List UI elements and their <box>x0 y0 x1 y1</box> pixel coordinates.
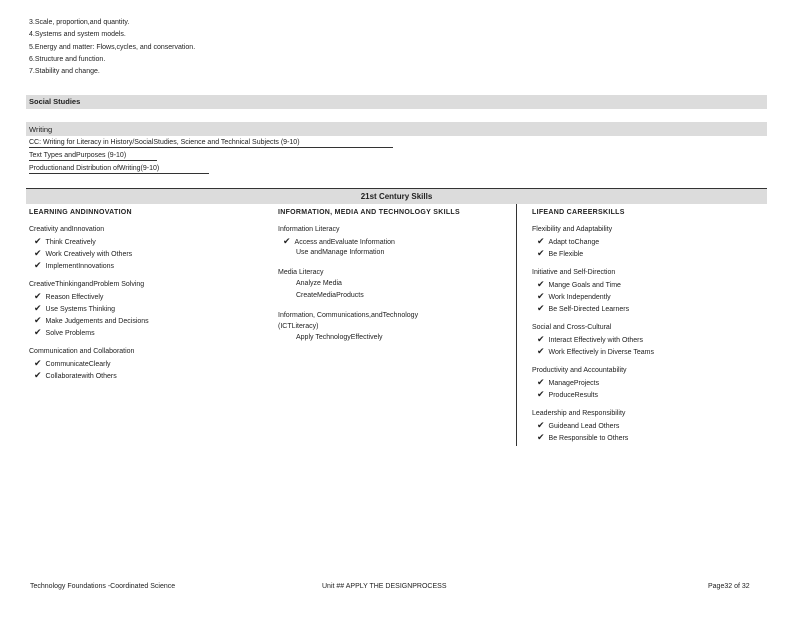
skill-item-label: Reason Effectively <box>45 294 104 301</box>
skill-item <box>29 369 269 381</box>
skill-group-title: CreativeThinkingandProblem Solving <box>29 281 145 288</box>
skill-item <box>278 235 513 247</box>
skill-group-title: Initiative and Self-Direction <box>532 269 616 276</box>
checkmark-icon: ✔ <box>34 291 42 301</box>
skill-item <box>532 376 762 388</box>
footer-left: Technology Foundations -Coordinated Science <box>30 583 176 590</box>
list-item: 3.Scale, proportion,and quantity. <box>29 19 130 26</box>
skills-column-learning <box>29 209 269 381</box>
skill-group <box>532 322 762 357</box>
checkmark-icon: ✔ <box>537 291 545 301</box>
skill-item-label: Access andEvaluate Information <box>294 239 395 246</box>
skill-item-label: Solve Problems <box>45 330 95 337</box>
skill-item <box>29 357 269 369</box>
writing-link-text-types[interactable]: Text Types andPurposes (9-10) <box>29 151 157 161</box>
skill-group-title: Social and Cross-Cultural <box>532 324 612 331</box>
skill-item-label: Be Flexible <box>548 251 584 258</box>
skill-item <box>29 302 269 314</box>
column-heading: LIFEAND CAREERSKILLS <box>532 209 625 216</box>
checkmark-icon: ✔ <box>537 420 545 430</box>
skill-item <box>29 290 269 302</box>
skill-item-label: Adapt toChange <box>548 239 600 246</box>
skill-item-label: Interact Effectively with Others <box>548 337 643 344</box>
checkmark-icon: ✔ <box>34 370 42 380</box>
skill-item-label: Work Independently <box>548 294 611 301</box>
skill-item-label: Be Responsible to Others <box>548 435 629 442</box>
skill-group <box>532 224 762 259</box>
footer-center: Unit ## APPLY THE DESIGNPROCESS <box>322 583 447 590</box>
checkmark-icon: ✔ <box>34 327 42 337</box>
skill-item-label: Guideand Lead Others <box>548 423 620 430</box>
skill-item-label: Apply TechnologyEffectively <box>296 334 383 341</box>
skill-item <box>532 388 762 400</box>
skill-group-title: Productivity and Accountability <box>532 367 627 374</box>
skill-item <box>532 247 762 259</box>
skill-item-label: CreateMediaProducts <box>296 292 364 299</box>
skill-item <box>278 278 513 290</box>
skill-item <box>532 278 762 290</box>
skill-group-title: Information Literacy <box>278 226 340 233</box>
skill-group <box>278 310 513 344</box>
skill-group-subtitle: (ICTLiteracy) <box>278 323 319 330</box>
checkmark-icon: ✔ <box>34 248 42 258</box>
skill-item-label: CommunicateClearly <box>45 361 111 368</box>
skill-item <box>532 345 762 357</box>
skill-item <box>29 235 269 247</box>
skill-group-title: Media Literacy <box>278 269 324 276</box>
footer-page-number: Page32 of 32 <box>708 583 750 590</box>
skill-item <box>29 326 269 338</box>
skill-group <box>278 224 513 259</box>
social-studies-band <box>26 95 767 109</box>
checkmark-icon: ✔ <box>34 303 42 313</box>
list-item: 6.Structure and function. <box>29 55 106 63</box>
writing-link-literacy[interactable]: CC: Writing for Literacy in History/SocialStudies, Science and Technical Subjects (9-10) <box>29 138 393 148</box>
skill-item <box>278 247 513 259</box>
skill-item-label: ProduceResults <box>548 392 598 399</box>
skill-group-title: Flexibility and Adaptability <box>532 226 613 233</box>
checkmark-icon: ✔ <box>537 389 545 399</box>
crosscutting-concepts-list <box>29 17 195 78</box>
column-heading: INFORMATION, MEDIA AND TECHNOLOGY SKILLS <box>278 209 460 216</box>
skills-header <box>26 188 767 204</box>
checkmark-icon: ✔ <box>283 236 291 246</box>
skill-item <box>532 235 762 247</box>
skill-item-label: Be Self-Directed Learners <box>548 306 630 313</box>
skill-item-label: Analyze Media <box>296 280 342 287</box>
skill-item <box>29 247 269 259</box>
skill-item <box>532 431 762 443</box>
writing-link-production[interactable]: Productionand Distribution ofWriting(9-10) <box>29 164 209 174</box>
skill-item-label: Use andManage Information <box>296 249 385 256</box>
list-item: 4.Systems and system models. <box>29 31 126 39</box>
list-item: 5.Energy and matter: Flows,cycles, and conservation. <box>29 43 196 51</box>
column-divider <box>516 204 517 446</box>
skill-group-title: Information, Communications,andTechnology <box>278 312 419 319</box>
skill-group <box>532 365 762 400</box>
checkmark-icon: ✔ <box>537 248 545 258</box>
skill-item <box>29 314 269 326</box>
skill-item-label: Collaboratewith Others <box>45 373 117 380</box>
checkmark-icon: ✔ <box>34 358 42 368</box>
skill-item <box>278 332 513 344</box>
skill-item-label: Use Systems Thinking <box>45 306 116 313</box>
skill-item-label: Work Creatively with Others <box>45 251 133 258</box>
skill-item <box>532 302 762 314</box>
skills-title: 21st Century Skills <box>360 192 433 201</box>
skill-item-label: Make Judgements and Decisions <box>45 318 149 325</box>
skill-group <box>532 267 762 314</box>
skills-column-information <box>278 209 513 344</box>
checkmark-icon: ✔ <box>537 346 545 356</box>
checkmark-icon: ✔ <box>537 377 545 387</box>
checkmark-icon: ✔ <box>537 303 545 313</box>
checkmark-icon: ✔ <box>34 315 42 325</box>
writing-band <box>26 122 767 136</box>
social-studies-heading: Social Studies <box>29 97 81 106</box>
skill-item-label: ManageProjects <box>548 380 600 387</box>
checkmark-icon: ✔ <box>537 432 545 442</box>
skill-item <box>532 333 762 345</box>
skill-group <box>278 267 513 302</box>
skills-column-life-career <box>532 209 762 443</box>
skill-item-label: ImplementInnovations <box>45 263 115 270</box>
skill-group <box>29 279 269 338</box>
skill-group <box>532 408 762 443</box>
skill-item <box>278 290 513 302</box>
skill-item <box>532 290 762 302</box>
skill-group-title: Leadership and Responsibility <box>532 410 626 417</box>
writing-heading: Writing <box>29 125 53 134</box>
checkmark-icon: ✔ <box>537 334 545 344</box>
skill-group <box>29 346 269 381</box>
skill-group <box>29 224 269 271</box>
skill-item <box>29 259 269 271</box>
checkmark-icon: ✔ <box>537 279 545 289</box>
skill-item <box>532 419 762 431</box>
skill-item-label: Think Creatively <box>45 239 96 246</box>
skill-item-label: Work Effectively in Diverse Teams <box>548 349 654 356</box>
skill-group-title: Communication and Collaboration <box>29 348 135 355</box>
list-item: 7.Stability and change. <box>29 68 100 76</box>
column-heading: LEARNING ANDINNOVATION <box>29 209 132 216</box>
checkmark-icon: ✔ <box>34 236 42 246</box>
skill-item-label: Mange Goals and Time <box>548 282 621 289</box>
checkmark-icon: ✔ <box>537 236 545 246</box>
skill-group-title: Creativity andInnovation <box>29 226 105 233</box>
checkmark-icon: ✔ <box>34 260 42 270</box>
